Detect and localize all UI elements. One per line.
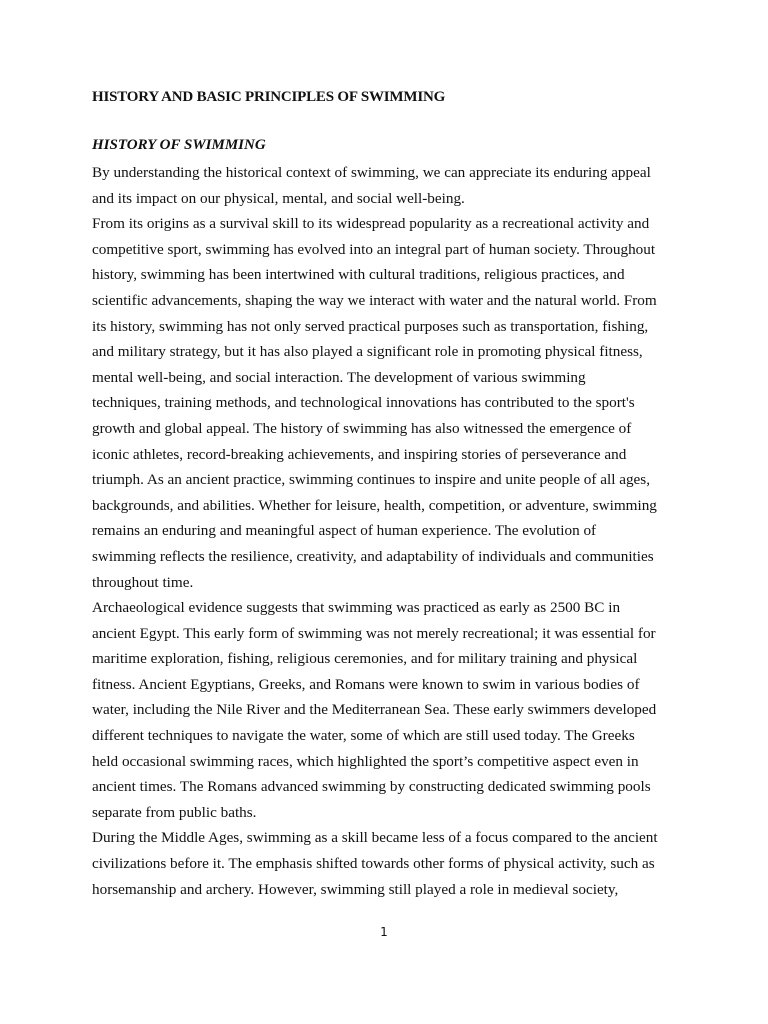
text-line: and its impact on our physical, mental, and social well-being. (92, 189, 465, 207)
text-line: ancient times. The Romans advanced swimming by constructing dedicated swimming pools (92, 778, 651, 796)
document-title: HISTORY AND BASIC PRINCIPLES OF SWIMMING (92, 89, 446, 105)
text-line: history, swimming has been intertwined with cultural traditions, religious practices, and (92, 266, 625, 284)
text-line: horsemanship and archery. However, swimming still played a role in medieval society, (92, 880, 619, 898)
text-line: Archaeological evidence suggests that swimming was practiced as early as 2500 BC in (92, 599, 621, 617)
text-line: fitness. Ancient Egyptians, Greeks, and Romans were known to swim in various bodies of (92, 675, 640, 693)
text-line: mental well-being, and social interaction. The development of various swimming (92, 368, 586, 386)
text-line: held occasional swimming races, which highlighted the sport’s competitive aspect even in (92, 752, 639, 770)
text-line: By understanding the historical context of swimming, we can appreciate its enduring appeal (92, 164, 651, 181)
text-line: During the Middle Ages, swimming as a skill became less of a focus compared to the ancient (92, 829, 658, 847)
text-line: swimming reflects the resilience, creativity, and adaptability of individuals and communities (92, 547, 654, 565)
text-line: throughout time. (92, 573, 194, 591)
text-line: water, including the Nile River and the Mediterranean Sea. These early swimmers developed (92, 701, 657, 719)
text-line: growth and global appeal. The history of swimming has also witnessed the emergence of (92, 419, 632, 437)
body-text (92, 160, 674, 902)
text-line: From its origins as a survival skill to its widespread popularity as a recreational activity and (92, 215, 650, 233)
text-line: maritime exploration, fishing, religious ceremonies, and for military training and physical (92, 650, 638, 668)
text-line: different techniques to navigate the water, some of which are still used today. The Greeks (92, 727, 635, 745)
text-line: civilizations before it. The emphasis shifted towards other forms of physical activity, such as (92, 855, 655, 873)
text-line: separate from public baths. (92, 803, 257, 821)
text-line: ancient Egypt. This early form of swimming was not merely recreational; it was essential for (92, 624, 656, 642)
text-line: competitive sport, swimming has evolved into an integral part of human society. Throughout (92, 240, 656, 258)
section-heading: HISTORY OF SWIMMING (92, 137, 266, 153)
page-number: 1 (380, 925, 388, 939)
text-line: iconic athletes, record-breaking achievements, and inspiring stories of perseverance and (92, 445, 627, 463)
text-line: and military strategy, but it has also played a significant role in promoting physical fitness, (92, 343, 643, 361)
text-line: techniques, training methods, and technological innovations has contributed to the sport's (92, 394, 635, 412)
text-line: scientific advancements, shaping the way we interact with water and the natural world. From (92, 291, 657, 309)
text-line: remains an enduring and meaningful aspect of human experience. The evolution of (92, 522, 597, 540)
text-line: backgrounds, and abilities. Whether for leisure, health, competition, or adventure, swimming (92, 496, 657, 514)
text-line: triumph. As an ancient practice, swimming continues to inspire and unite people of all ages, (92, 471, 650, 489)
text-line: its history, swimming has not only served practical purposes such as transportation, fishing, (92, 317, 649, 335)
